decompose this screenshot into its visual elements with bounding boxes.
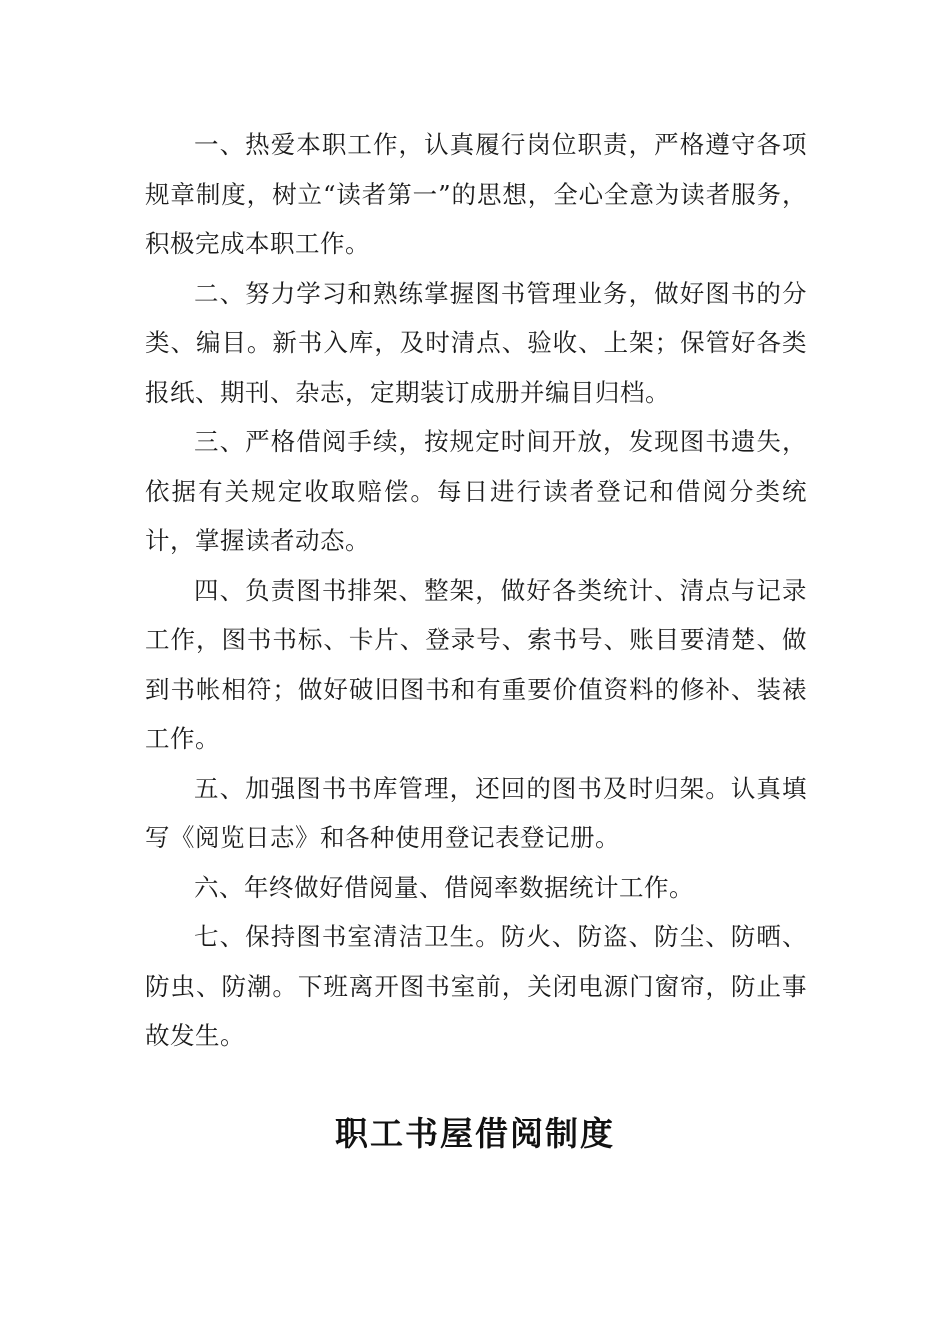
- paragraph-1: 一、热爱本职工作，认真履行岗位职责，严格遵守各项规章制度，树立“读者第一”的思想，全心全意为读者服务，积极完成本职工作。: [145, 130, 807, 258]
- paragraph-5: 五、加强图书书库管理，还回的图书及时归架。认真填写《阅览日志》和各种使用登记表登记册。: [145, 773, 807, 852]
- paragraph-3: 三、严格借阅手续，按规定时间开放，发现图书遗失，依据有关规定收取赔偿。每日进行读者登记和借阅分类统计，掌握读者动态。: [145, 427, 807, 555]
- regulations-body: [145, 120, 807, 1061]
- paragraph-6: 六、年终做好借阅量、借阅率数据统计工作。: [194, 872, 694, 902]
- paragraph-4: 四、负责图书排架、整架，做好各类统计、清点与记录工作，图书书标、卡片、登录号、索书号、账目要清楚、做到书帐相符；做好破旧图书和有重要价值资料的修补、装裱工作。: [145, 575, 807, 753]
- paragraph-7: 七、保持图书室清洁卫生。防火、防盗、防尘、防晒、防虫、防潮。下班离开图书室前，关闭电源门窗帘，防止事故发生。: [145, 922, 807, 1050]
- paragraph-2: 二、努力学习和熟练掌握图书管理业务，做好图书的分类、编目。新书入库，及时清点、验收、上架；保管好各类报纸、期刊、杂志，定期装订成册并编目归档。: [145, 278, 807, 407]
- section-heading: 职工书屋借阅制度: [335, 1114, 615, 1153]
